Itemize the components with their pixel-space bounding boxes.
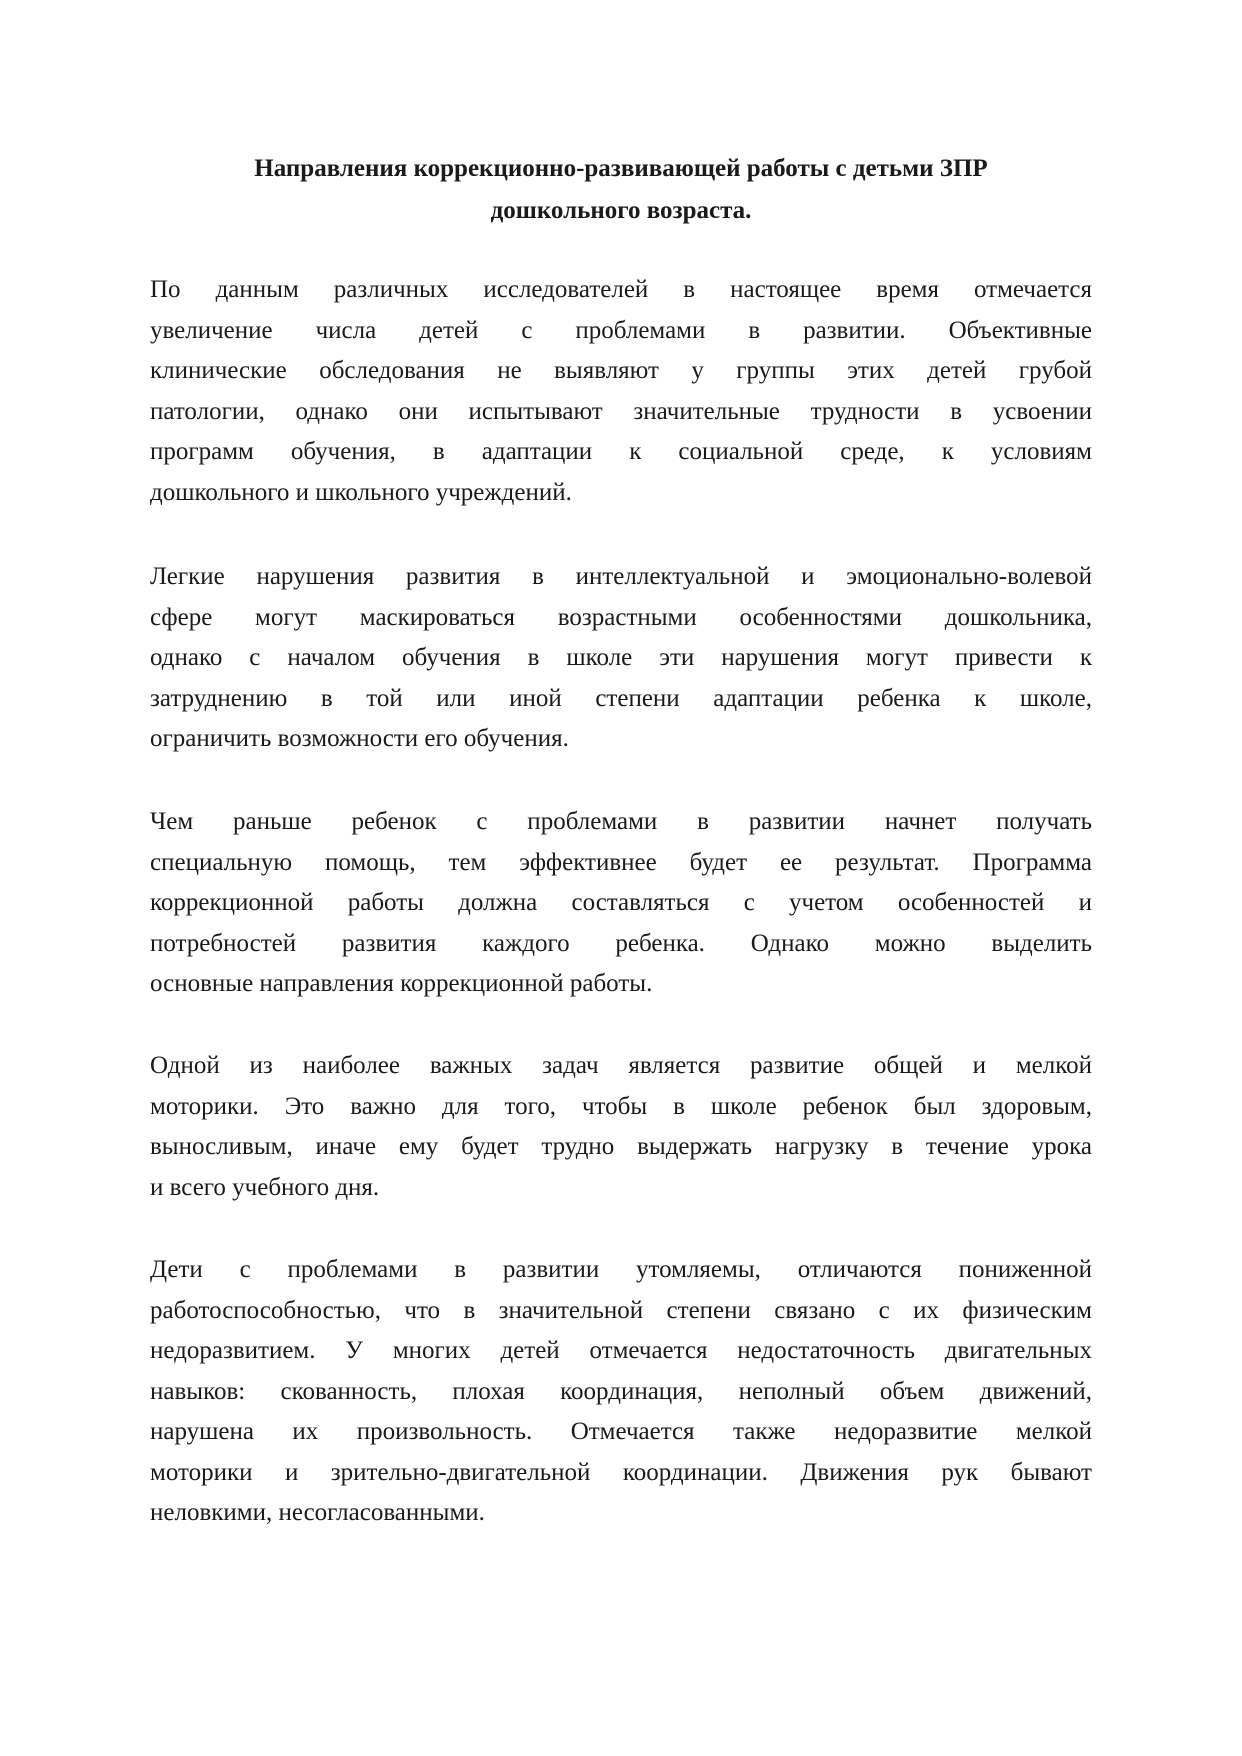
paragraph-2 [150, 557, 1092, 760]
text-line: Одной из наиболее важных задач является развитие общей и мелкой [150, 1052, 1092, 1079]
title-line: дошкольного возраста. [490, 197, 752, 224]
text-line: дошкольного и школьного учреждений. [150, 478, 572, 506]
text-line: программ обучения, в адаптации к социальной среде, к условиям [150, 438, 1092, 465]
text-line: затруднению в той или иной степени адаптации ребенка к школе, [150, 684, 1092, 712]
text-line: Легкие нарушения развития в интеллектуальной и эмоционально-волевой [150, 563, 1092, 590]
text-line: Чем раньше ребенок с проблемами в развитии начнет получать [150, 808, 1092, 835]
text-line: патологии, однако они испытывают значительные трудности в усвоении [150, 397, 1092, 425]
text-line: клинические обследования не выявляют у группы этих детей грубой [150, 357, 1092, 384]
paragraph-1 [150, 270, 1092, 513]
text-line: основные направления коррекционной работы. [150, 970, 653, 997]
paragraph-3 [150, 802, 1092, 1005]
text-line: Дети с проблемами в развитии утомляемы, отличаются пониженной [150, 1256, 1092, 1283]
text-line: нарушена их произвольность. Отмечается также недоразвитие мелкой [150, 1418, 1092, 1445]
text-line: работоспособностью, что в значительной степени связано с их физическим [150, 1296, 1092, 1324]
text-line: коррекционной работы должна составляться с учетом особенностей и [150, 889, 1092, 916]
text-line: недоразвитием. У многих детей отмечается недостаточность двигательных [150, 1337, 1092, 1364]
text-line: увеличение числа детей с проблемами в развитии. Объективные [150, 316, 1092, 344]
text-line: специальную помощь, тем эффективнее будет ее результат. Программа [150, 848, 1092, 876]
text-line: ограничить возможности его обучения. [150, 725, 569, 752]
text-line: моторики и зрительно-двигательной координации. Движения рук бывают [150, 1458, 1092, 1486]
title-line: Направления коррекционно-развивающей работы с детьми ЗПР [254, 155, 988, 182]
text-line: навыков: скованность, плохая координация, неполный объем движений, [150, 1377, 1092, 1405]
text-line: сфере могут маскироваться возрастными особенностями дошкольника, [150, 603, 1092, 631]
text-line: неловкими, несогласованными. [150, 1499, 485, 1526]
paragraph-5 [150, 1250, 1092, 1534]
text-line: моторики. Это важно для того, чтобы в школе ребенок был здоровым, [150, 1092, 1092, 1120]
text-line: По данным различных исследователей в настоящее время отмечается [150, 276, 1092, 303]
paragraph-4 [150, 1046, 1092, 1208]
text-line: и всего учебного дня. [150, 1173, 380, 1201]
document-title [150, 148, 1092, 232]
text-line: однако с началом обучения в школе эти нарушения могут привести к [150, 644, 1092, 671]
text-line: выносливым, иначе ему будет трудно выдержать нагрузку в течение урока [150, 1133, 1092, 1160]
text-line: потребностей развития каждого ребенка. Однако можно выделить [150, 929, 1092, 957]
